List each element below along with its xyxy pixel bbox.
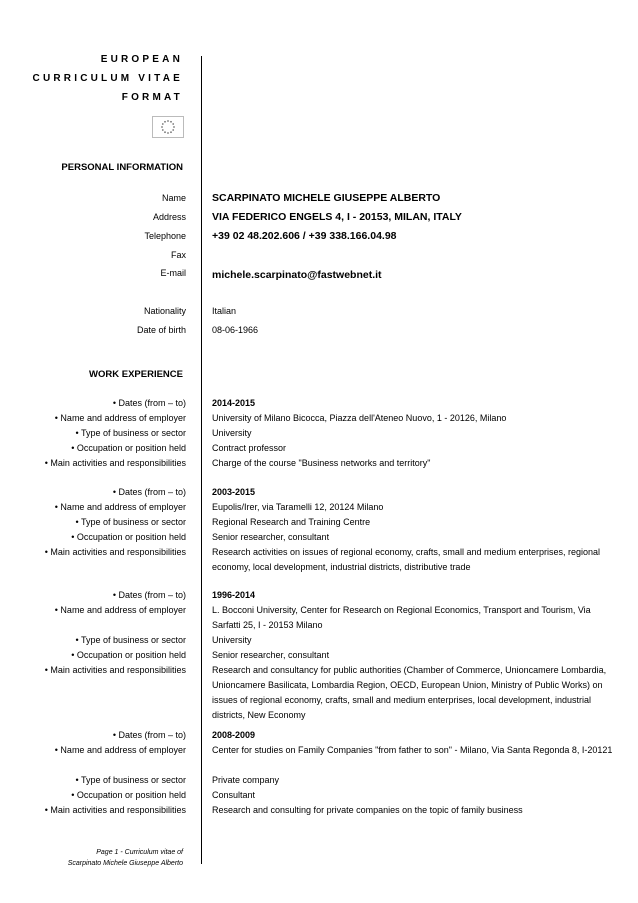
entry-activities: Research and consultancy for public authorities (Chamber of Commerce, Unioncamere Lombardia, Unioncamere Basilicata, Lombardia Region, OECD, European Union, Ministry of Public Works) on issues of regional economy, crafts, small and medium enterprises, local development, industrial districts, New Economy [212,665,607,720]
column-divider [201,56,202,864]
business-label: • Type of business or sector [75,428,186,438]
employer-label: • Name and address of employer [54,605,186,615]
nationality-value: Italian [212,306,237,316]
email-label: E-mail [160,268,186,278]
employer-label: • Name and address of employer [54,502,186,512]
entry-employer: Center for studies on Family Companies "from father to son" - Milano, Via Santa Regonda 8, I-20121 [212,745,613,755]
activities-label: • Main activities and responsibilities [44,458,186,468]
entry-business: University [212,635,252,645]
dates-label: • Dates (from – to) [112,730,186,740]
header-european: EUROPEAN [100,54,183,65]
name-label: Name [161,193,186,203]
email-value: michele.scarpinato@fastwebnet.it [212,269,382,281]
entry-dates: 2014-2015 [212,398,256,408]
entry-activities: Research and consulting for private companies on the topic of family business [212,805,523,815]
entry-dates: 2008-2009 [212,730,256,740]
eu-flag-icon [152,116,184,138]
entry-employer: Eupolis/Irer, via Taramelli 12, 20124 Milano [212,502,384,512]
telephone-label: Telephone [144,231,186,241]
entry-activities: Charge of the course "Business networks and territory" [212,458,431,468]
activities-label: • Main activities and responsibilities [44,665,186,675]
entry-occupation: Consultant [212,790,256,800]
address-value: VIA FEDERICO ENGELS 4, I - 20153, MILAN, ITALY [212,211,462,223]
page-footer [68,847,183,869]
entry-occupation: Senior researcher, consultant [212,532,330,542]
occupation-label: • Occupation or position held [71,443,186,453]
entry-dates: 2003-2015 [212,487,256,497]
entry-employer: L. Bocconi University, Center for Research on Regional Economics, Transport and Tourism, Via Sarfatti 25, I - 20153 Milano [212,605,591,630]
header-format: FORMAT [121,92,183,103]
name-value: SCARPINATO MICHELE GIUSEPPE ALBERTO [212,192,441,204]
footer-line-1: Page 1 - Curriculum vitae of [96,849,183,856]
business-label: • Type of business or sector [75,517,186,527]
header-curriculum-vitae: CURRICULUM VITAE [32,73,183,84]
work-experience-heading: WORK EXPERIENCE [89,369,183,380]
footer-line-2: Scarpinato Michele Giuseppe Alberto [67,860,183,867]
entry-business: Regional Research and Training Centre [212,517,371,527]
entry-activities: Research activities on issues of regional economy, crafts, small and medium enterprises, regional economy, local development, industrial districts, distributive trade [212,547,601,572]
occupation-label: • Occupation or position held [71,790,186,800]
dob-value: 08-06-1966 [212,325,259,335]
entry-dates: 1996-2014 [212,590,256,600]
activities-label: • Main activities and responsibilities [44,805,186,815]
dates-label: • Dates (from – to) [112,590,186,600]
dob-label: Date of birth [136,325,186,335]
employer-label: • Name and address of employer [54,413,186,423]
employer-label: • Name and address of employer [54,745,186,755]
fax-label: Fax [170,250,186,260]
entry-business: University [212,428,252,438]
occupation-label: • Occupation or position held [71,532,186,542]
nationality-label: Nationality [143,306,186,316]
occupation-label: • Occupation or position held [71,650,186,660]
address-label: Address [152,212,186,222]
entry-business: Private company [212,775,280,785]
entry-employer: University of Milano Bicocca, Piazza dell'Ateneo Nuovo, 1 - 20126, Milano [212,413,507,423]
activities-label: • Main activities and responsibilities [44,547,186,557]
personal-information-heading: PERSONAL INFORMATION [61,162,183,173]
entry-occupation: Senior researcher, consultant [212,650,330,660]
entry-occupation: Contract professor [212,443,287,453]
business-label: • Type of business or sector [75,775,186,785]
dates-label: • Dates (from – to) [112,487,186,497]
business-label: • Type of business or sector [75,635,186,645]
dates-label: • Dates (from – to) [112,398,186,408]
telephone-value: +39 02 48.202.606 / +39 338.166.04.98 [212,230,397,242]
